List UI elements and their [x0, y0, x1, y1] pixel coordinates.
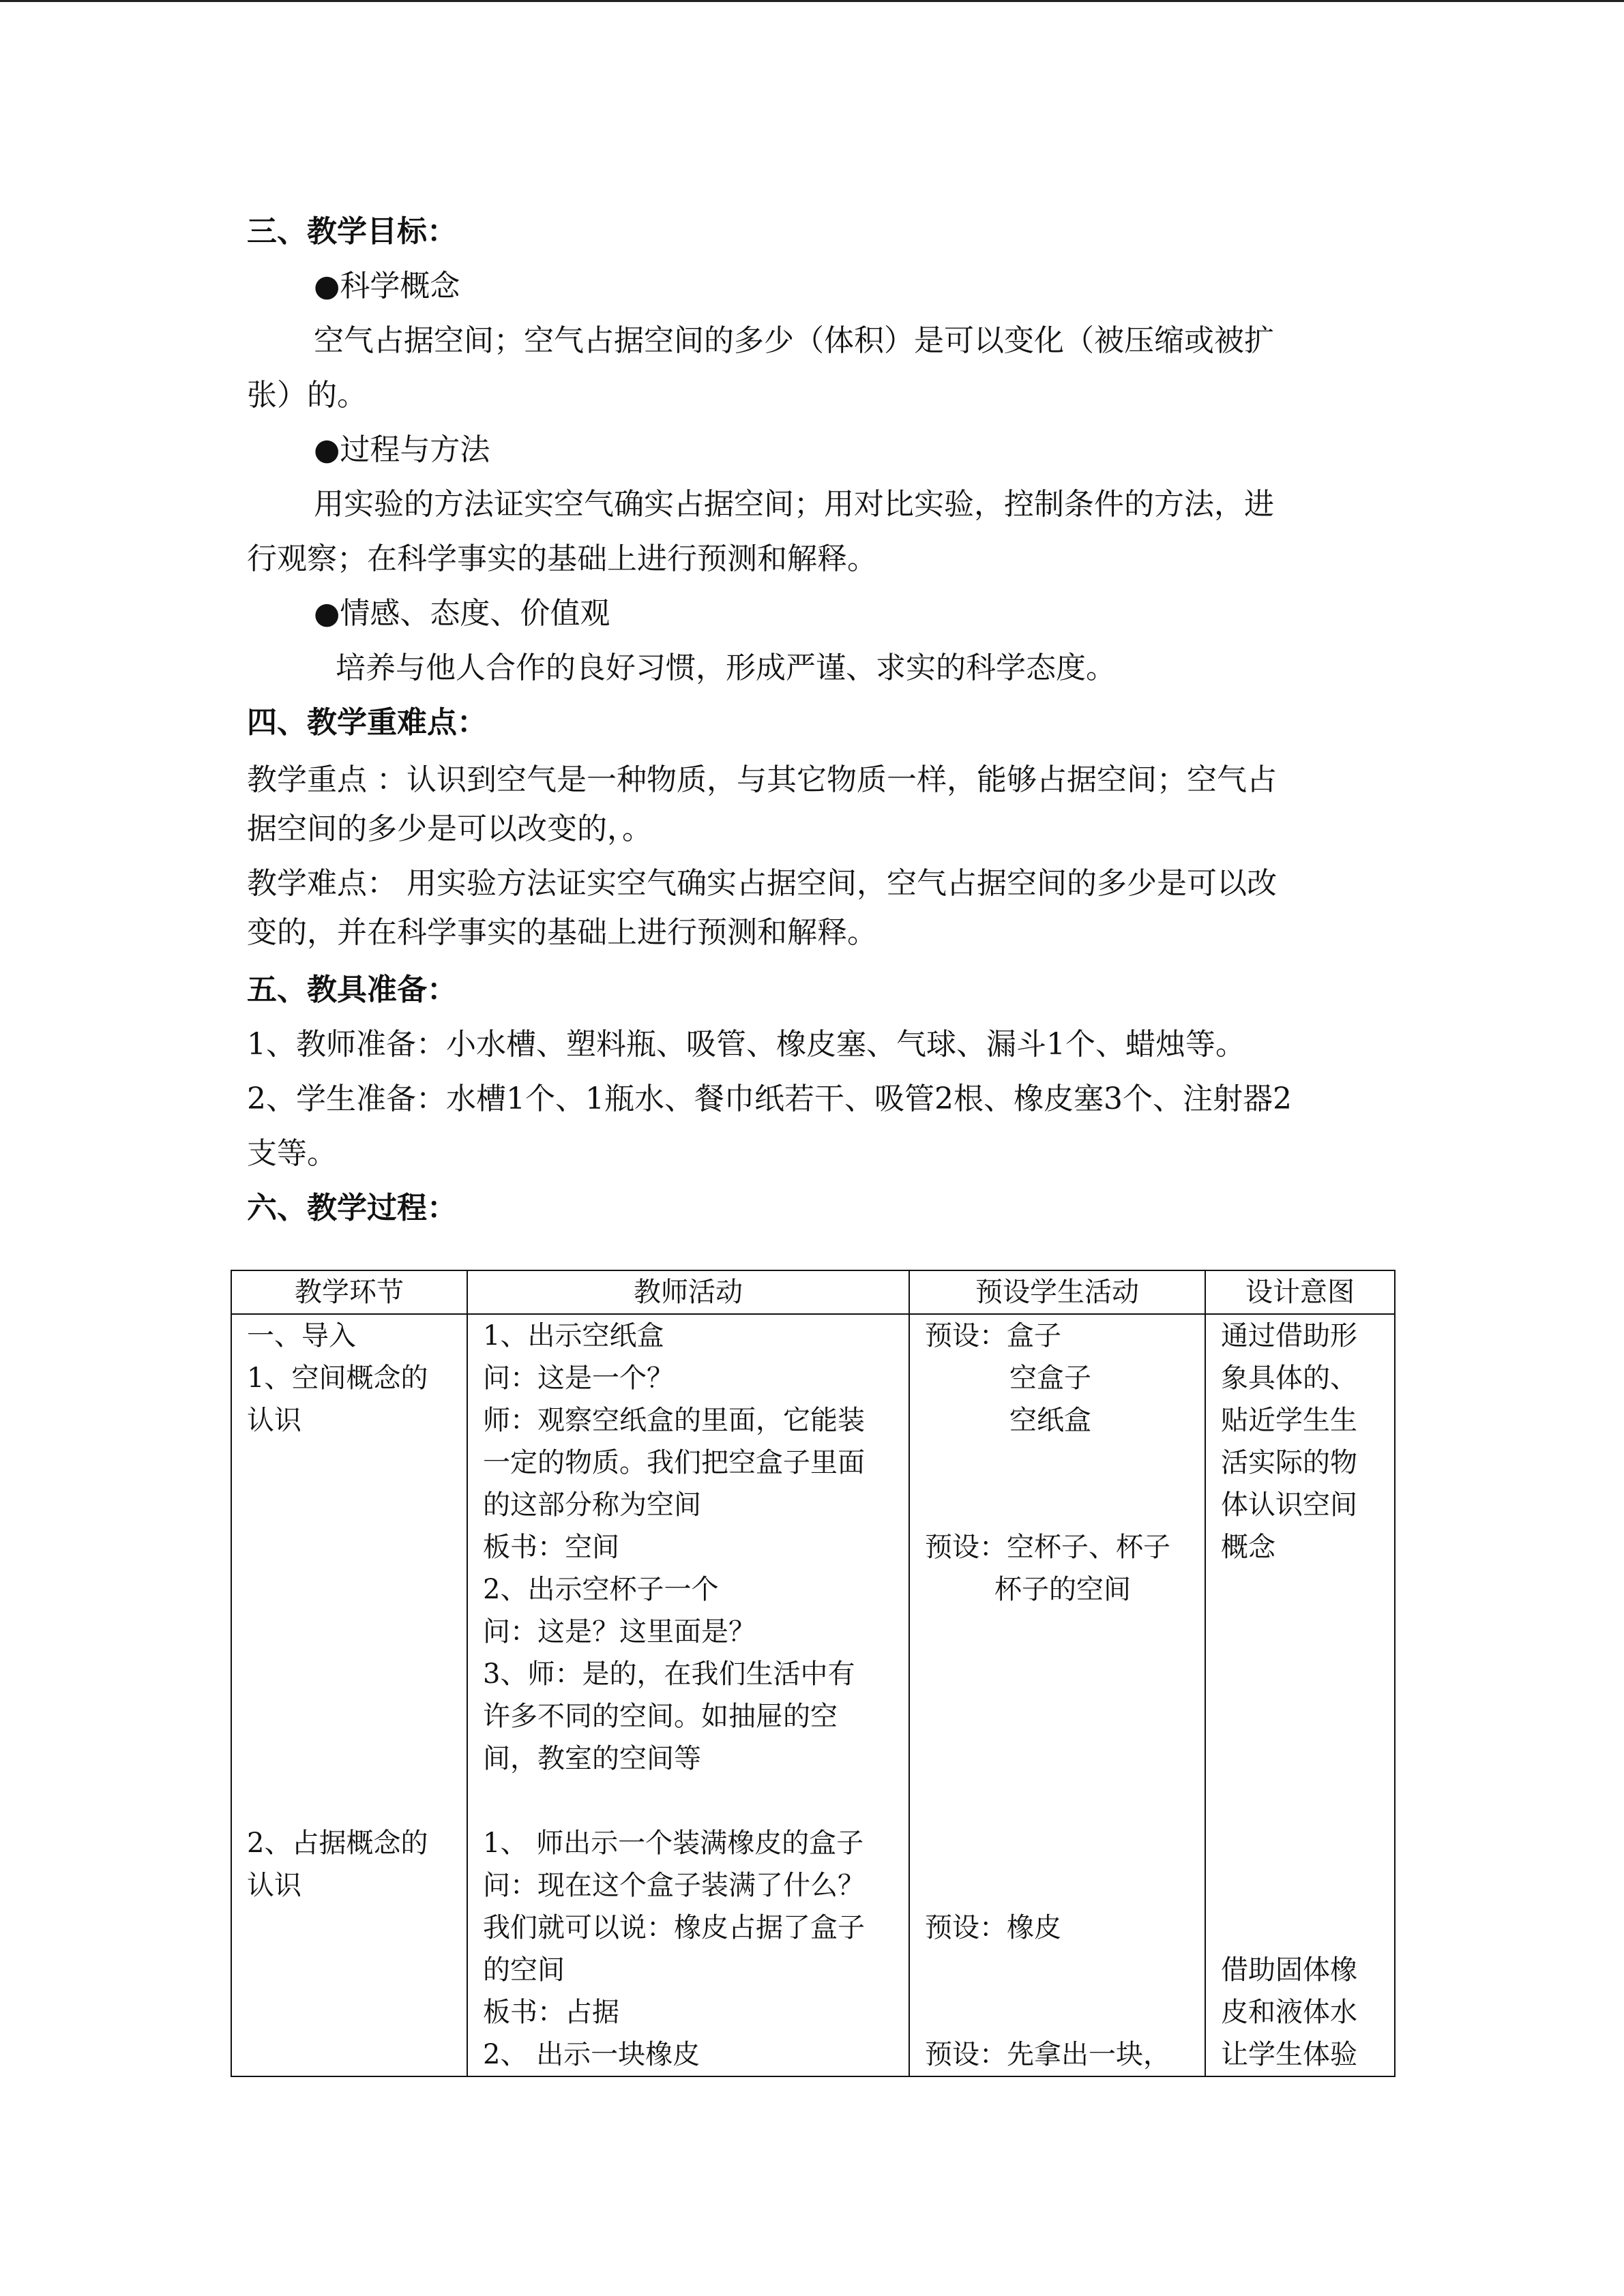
cell-line: [925, 1780, 1190, 1822]
attitude-subheading: ●情感、态度、价值观: [314, 596, 610, 631]
cell-line: 一、导入: [247, 1320, 356, 1352]
science-concept-text-line2: 张）的。: [247, 378, 367, 413]
cell-line: 2、 出示一块橡皮: [483, 2039, 700, 2070]
student-activity-cell: [909, 1314, 1205, 2076]
cell-line: [925, 1738, 1190, 1780]
difficulty-line1: 教学难点： 用实验方法证实空气确实占据空间，空气占据空间的多少是可以改: [247, 866, 1277, 901]
lesson-process-table: [231, 1270, 1396, 2077]
design-intent-cell: [1205, 1314, 1395, 2076]
section-6-heading: 六、教学过程：: [247, 1191, 457, 1225]
cell-line: [247, 1611, 452, 1653]
science-concept-text-line1: 空气占据空间；空气占据空间的多少（体积）是可以变化（被压缩或被扩: [314, 323, 1274, 358]
section-4-heading: 四、教学重难点：: [247, 705, 487, 740]
cell-line: 空纸盒: [1009, 1405, 1091, 1436]
cell-line: [925, 1611, 1190, 1653]
cell-line: 的这部分称为空间: [483, 1489, 701, 1521]
section-3-heading: 三、教学目标：: [247, 214, 457, 249]
cell-line: [925, 1822, 1190, 1864]
science-concept-subheading: ●科学概念: [314, 269, 460, 303]
table-row: [231, 1314, 1395, 2076]
cell-line: 1、空间概念的: [247, 1362, 428, 1394]
cell-line: [925, 1695, 1190, 1738]
cell-line: 问：现在这个盒子装满了什么？: [483, 1870, 865, 1901]
cell-line: 认识: [247, 1870, 301, 1901]
cell-line: [1221, 1822, 1379, 1864]
cell-line: 一定的物质。我们把空盒子里面: [483, 1447, 865, 1478]
cell-line: [925, 1991, 1190, 2033]
document-body: [247, 205, 1379, 1236]
cell-line: 认识: [247, 1405, 301, 1436]
cell-line: 许多不同的空间。如抽屉的空: [483, 1701, 838, 1732]
cell-line: 板书：占据: [483, 1997, 619, 2028]
teacher-prep: 1、教师准备：小水槽、塑料瓶、吸管、橡皮塞、气球、漏斗1个、蜡烛等。: [247, 1027, 1245, 1062]
key-point-line1: 教学重点 ：认识到空气是一种物质，与其它物质一样，能够占据空间；空气占: [247, 762, 1277, 797]
cell-line: 板书：空间: [483, 1532, 619, 1563]
table-header-row: [231, 1270, 1395, 1314]
cell-line: 的空间: [483, 1954, 565, 1986]
section-5-heading: 五、教具准备：: [247, 972, 457, 1007]
cell-line: [1221, 1780, 1379, 1822]
cell-line: [925, 1949, 1190, 1991]
process-method-text-line1: 用实验的方法证实空气确实占据空间；用对比实验，控制条件的方法，进: [314, 487, 1274, 522]
cell-line: 让学生体验: [1221, 2039, 1357, 2070]
cell-line: [247, 1780, 452, 1822]
cell-line: 通过借助形: [1221, 1320, 1357, 1352]
cell-line: 皮和液体水: [1221, 1997, 1357, 2028]
cell-line: [925, 1442, 1190, 1484]
cell-line: 预设：先拿出一块，: [925, 2039, 1170, 2070]
cell-line: [247, 1738, 452, 1780]
cell-line: 1、出示空纸盒: [483, 1320, 664, 1352]
cell-line: [1221, 1568, 1379, 1611]
cell-line: [247, 1442, 452, 1484]
process-method-subheading: ●过程与方法: [314, 432, 490, 467]
cell-line: [1221, 1738, 1379, 1780]
cell-line: 活实际的物: [1221, 1447, 1357, 1478]
stage-cell: [231, 1314, 467, 2076]
cell-line: [925, 1864, 1190, 1907]
cell-line: 问：这是一个？: [483, 1362, 674, 1394]
cell-line: 预设：空杯子、杯子: [925, 1532, 1170, 1563]
cell-line: 贴近学生生: [1221, 1405, 1357, 1436]
cell-line: [483, 1780, 894, 1822]
cell-line: 体认识空间: [1221, 1489, 1357, 1521]
header-stage: 教学环节: [231, 1270, 467, 1314]
cell-line: 预设：盒子: [925, 1320, 1061, 1352]
header-student-activity: 预设学生活动: [909, 1270, 1205, 1314]
attitude-text: 培养与他人合作的良好习惯，形成严谨、求实的科学态度。: [336, 651, 1116, 685]
cell-line: 预设：橡皮: [925, 1912, 1061, 1943]
page-top-border: [0, 0, 1624, 2]
header-teacher-activity: 教师活动: [467, 1270, 909, 1314]
cell-line: 我们就可以说：橡皮占据了盒子: [483, 1912, 865, 1943]
cell-line: 师：观察空纸盒的里面，它能装: [483, 1405, 865, 1436]
teacher-activity-cell: [467, 1314, 909, 2076]
cell-line: 问：这是？这里面是？: [483, 1616, 756, 1648]
cell-line: [247, 1695, 452, 1738]
cell-line: 象具体的、: [1221, 1362, 1357, 1394]
cell-line: [1221, 1907, 1379, 1949]
cell-line: [1221, 1695, 1379, 1738]
cell-line: [1221, 1864, 1379, 1907]
cell-line: 3、师：是的，在我们生活中有: [483, 1658, 855, 1690]
difficulty-line2: 变的，并在科学事实的基础上进行预测和解释。: [247, 915, 877, 950]
cell-line: [1221, 1611, 1379, 1653]
cell-line: 杯子的空间: [994, 1574, 1131, 1605]
cell-line: 2、出示空杯子一个: [483, 1574, 719, 1605]
cell-line: 概念: [1221, 1532, 1275, 1563]
cell-line: 空盒子: [1009, 1362, 1091, 1394]
cell-line: 2、占据概念的: [247, 1828, 428, 1859]
cell-line: [247, 1484, 452, 1526]
cell-line: 间，教室的空间等: [483, 1743, 701, 1774]
cell-line: [247, 1568, 452, 1611]
student-prep-line2: 支等。: [247, 1136, 337, 1171]
process-method-text-line2: 行观察；在科学事实的基础上进行预测和解释。: [247, 541, 877, 576]
header-design-intent: 设计意图: [1205, 1270, 1395, 1314]
cell-line: [925, 1653, 1190, 1695]
student-prep-line1: 2、学生准备：水槽1个、1瓶水、餐巾纸若干、吸管2根、橡皮塞3个、注射器2: [247, 1082, 1292, 1116]
key-point-line2: 据空间的多少是可以改变的，。: [247, 811, 652, 846]
cell-line: [247, 1526, 452, 1568]
cell-line: [247, 1653, 452, 1695]
cell-line: [1221, 1653, 1379, 1695]
cell-line: 1、 师出示一个装满橡皮的盒子: [483, 1828, 864, 1859]
cell-line: [925, 1484, 1190, 1526]
cell-line: 借助固体橡: [1221, 1954, 1357, 1986]
